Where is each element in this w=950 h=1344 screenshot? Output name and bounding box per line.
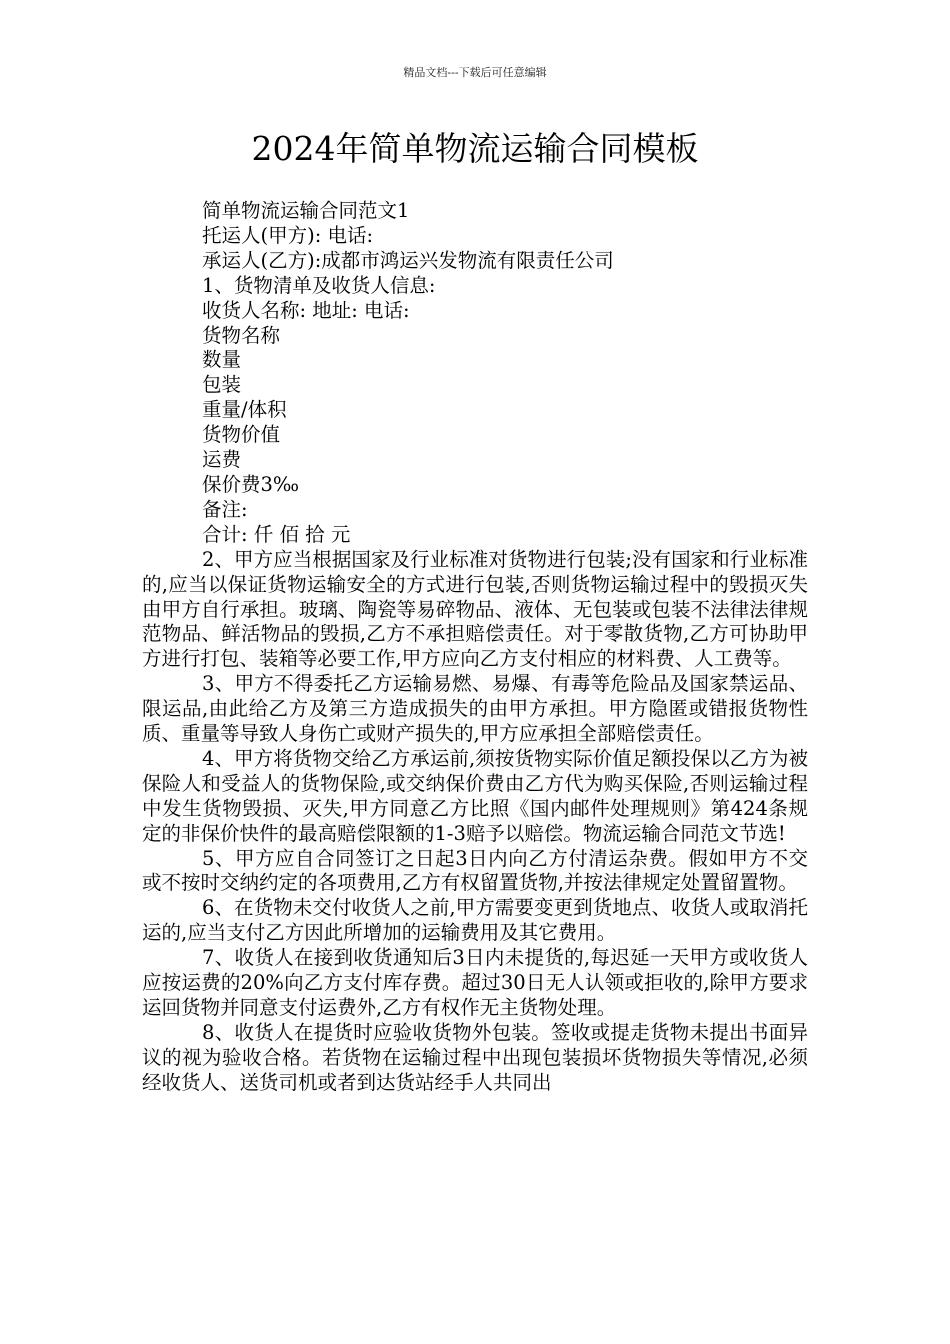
packaging-line: 包装 <box>202 373 242 397</box>
document-title: 2024年简单物流运输合同模板 <box>251 129 699 168</box>
clause-7-paragraph: 7、收货人在接到收货通知后3日内未提货的,每迟延一天甲方或收货人应按运费的20%向乙方支付库存费。超过30日无人认领或拒收的,除甲方要求运回货物并同意支付运费外,乙方有权作无主货物处理。 <box>142 946 808 1019</box>
clause-2-paragraph: 2、甲方应当根据国家及行业标准对货物进行包装;没有国家和行业标准的,应当以保证货物运输安全的方式进行包装,否则货物运输过程中的毁损灭失由甲方自行承担。玻璃、陶瓷等易碎物品、液体、无包装或包装不法律法律规范物品、鲜活物品的毁损,乙方不承担赔偿责任。对于零散货物,乙方可协助甲方进行打包、装箱等必要工作,甲方应向乙方支付相应的材料费、人工费等。 <box>142 547 808 671</box>
clause-5-paragraph: 5、甲方应自合同签订之日起3日内向乙方付清运杂费。假如甲方不交或不按时交纳约定的各项费用,乙方有权留置货物,并按法律规定处置留置物。 <box>142 846 808 895</box>
weight-volume-line: 重量/体积 <box>202 398 287 422</box>
clause-3-paragraph: 3、甲方不得委托乙方运输易燃、易爆、有毒等危险品及国家禁运品、限运品,由此给乙方及第三方造成损失的由甲方承担。甲方隐匿或错报货物性质、重量等导致人身伤亡或财产损失的,甲方应承担全部赔偿责任。 <box>142 672 808 746</box>
document-body <box>142 199 808 1096</box>
goods-value-line: 货物价值 <box>202 423 281 447</box>
goods-list-heading: 1、货物清单及收货人信息: <box>202 273 436 297</box>
clause-8-paragraph: 8、收货人在提货时应验收货物外包装。签收或提走货物未提出书面异议的视为验收合格。若货物在运输过程中出现包装损坏货物损失等情况,必须经收货人、送货司机或者到达货站经手人共同出 <box>142 1020 808 1094</box>
consignee-info-line: 收货人名称: 地址: 电话: <box>202 298 410 322</box>
goods-name-line: 货物名称 <box>202 323 281 347</box>
total-line: 合计: 仟 佰 拾 元 <box>202 522 351 546</box>
freight-line: 运费 <box>202 448 242 472</box>
carrier-line: 承运人(乙方):成都市鸿运兴发物流有限责任公司 <box>202 248 614 272</box>
clause-4-paragraph: 4、甲方将货物交给乙方承运前,须按货物实际价值足额投保以乙方为被保险人和受益人的货物保险,或交纳保价费由乙方代为购买保险,否则运输过程中发生货物毁损、灭失,甲方同意乙方比照《国内邮件处理规则》第424条规定的非保价快件的最高赔偿限额的1-3赔予以赔偿。物流运输合同范文节选! <box>142 746 808 845</box>
quantity-line: 数量 <box>202 348 242 372</box>
page-header-note: 精品文档---下载后可任意编辑 <box>403 66 547 79</box>
consignor-line: 托运人(甲方): 电话: <box>202 223 374 247</box>
contract-subtitle: 简单物流运输合同范文1 <box>202 199 410 222</box>
clause-6-paragraph: 6、在货物未交付收货人之前,甲方需要变更到货地点、收货人或取消托运的,应当支付乙方因此所增加的运输费用及其它费用。 <box>142 896 808 945</box>
insurance-fee-line: 保价费3‰ <box>202 472 300 496</box>
remarks-line: 备注: <box>202 497 248 521</box>
